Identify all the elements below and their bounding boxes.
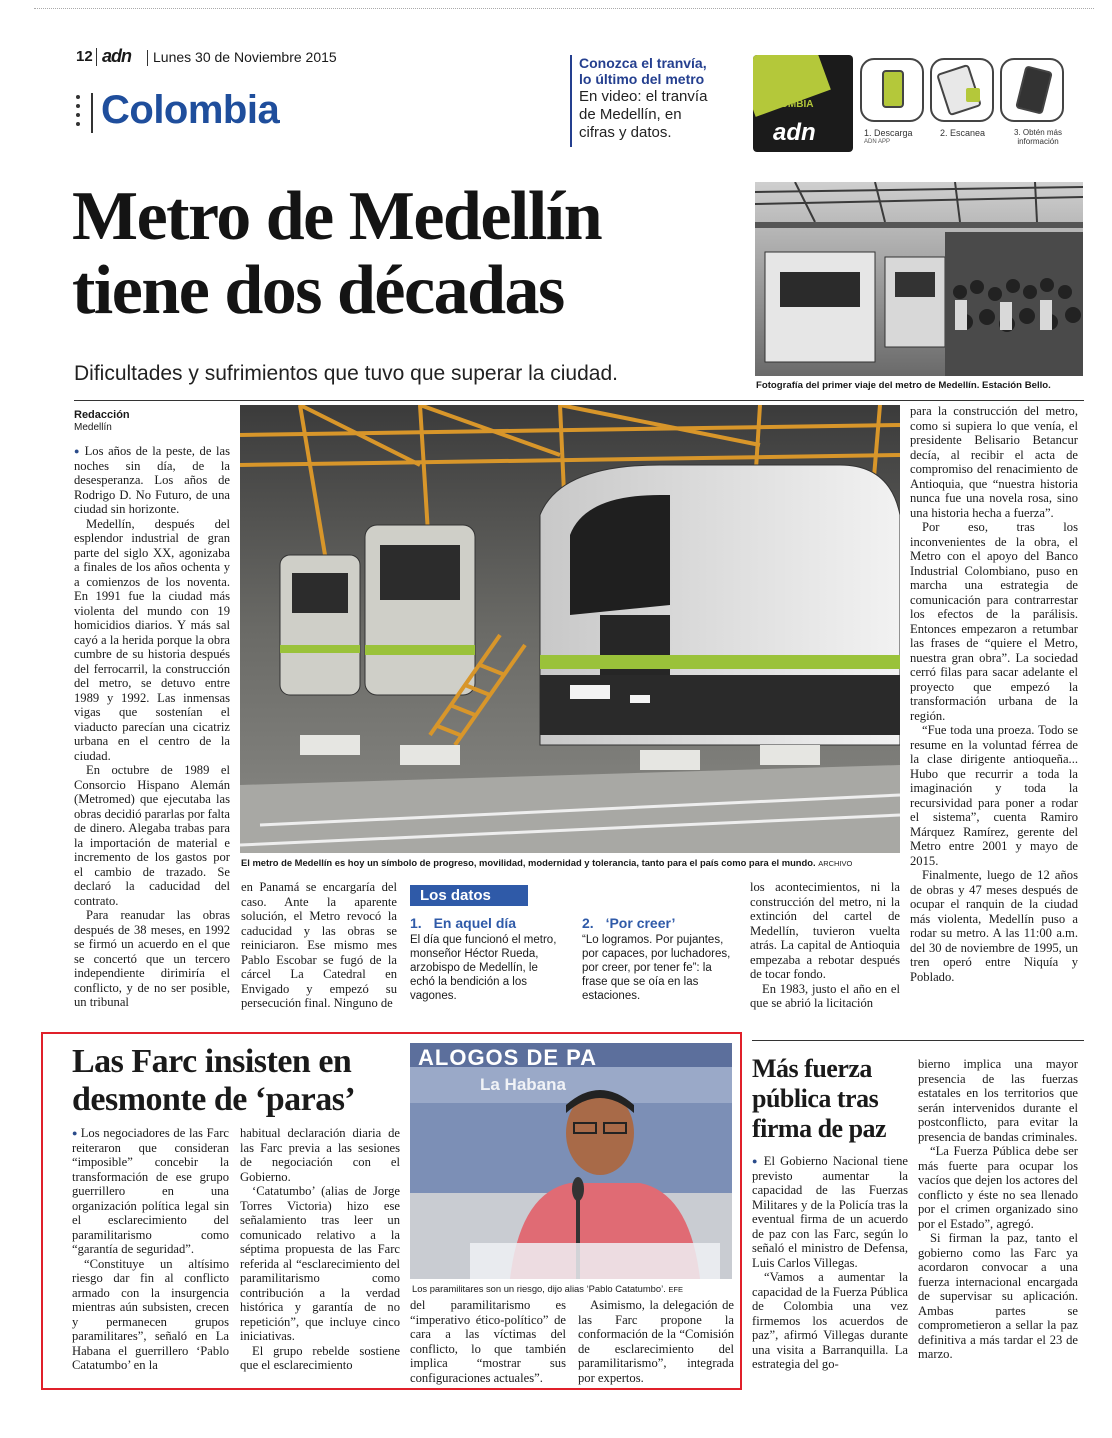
main-col-2 xyxy=(241,880,397,1011)
datos-item1-title: En aquel día xyxy=(433,915,517,931)
main-col1-p3: En octubre de 1989 el Consorcio Hispano Alemán (Metromed) que ejecutaba las obras decidió pararlas por falta de dinero. Alegaba trabas para la importación de material e incremento de los gastos por el cambio de trazado. Se declaró la caducidad del contrato. xyxy=(74,763,230,908)
datos-item1-num: 1. xyxy=(410,915,422,931)
main-col2-p1: en Panamá se encargaría del caso. Ante la aparente solución, el Metro revocó la caducidad y las obras se reiniciaron. Ese mismo mes Pablo Escobar se fugó de la cárcel La Catedral en Envigado y empezó su persecución final. Ninguno de xyxy=(241,880,397,1010)
byline: Redacción xyxy=(74,409,130,421)
farc-col3-p1: del paramilitarismo es “imperativo ético-político” de cara a las víctimas del conflicto, lo que también implica “mostrar sus configuraciones actuales”. xyxy=(410,1298,566,1385)
datos-item1-text: El día que funcionó el metro, monseñor Héctor Rueda, arzobispo de Medellín, le echó la bendición a los vagones. xyxy=(410,934,557,1002)
fuerza-col1-p1: ● El Gobierno Nacional tiene previsto aumentar la capacidad de las Fuerzas Militares y de la Policía tras la eventual firma de un acuerdo de paz con las Farc, según lo señaló el ministro de Defensa, Luis Carlos Villegas. xyxy=(752,1154,908,1270)
subhead-rule xyxy=(74,400,1084,401)
fuerza-top-rule xyxy=(752,1040,1084,1041)
main-col4-p3: “Fue toda una proeza. Todo se resume en la voluntad férrea de la clase dirigente antioqueña... Hubo que recurrir a toda la imaginación y toda la recursividad para poner a rodar el sistema”, cuenta Ramiro Márquez Ramírez, gerente del Metro entre 2001 y mayo de 2015. xyxy=(910,723,1078,868)
section-dots-icon xyxy=(76,95,80,129)
farc-col4-p1: Asimismo, la delegación de las Farc propone la conformación de la “Comisión de esclarecimiento del paramilitarismo”, integrada por expertos. xyxy=(578,1298,734,1385)
farc-col-4 xyxy=(578,1298,734,1385)
first-trip-caption: Fotografía del primer viaje del metro de Medellín. Estación Bello. xyxy=(756,380,1051,391)
catatumbo-caption xyxy=(412,1283,734,1296)
metro-photo-caption xyxy=(241,857,901,870)
farc-col-2 xyxy=(240,1126,400,1373)
fuerza-col2-p1: bierno implica una mayor presencia de las fuerzas estatales en los territorios que serán intervenidos durante el postconflicto, para evitar la presencia de bandas criminales. xyxy=(918,1057,1078,1144)
main-col1-p2: Medellín, después del esplendor industrial de gran parte del siglo XX, agonizaba a finales de los años ochenta y a comienzos de los noventa. En 1991 fue la ciudad más violenta del mundo con 19 homicidios diarios. Y más sal cayó a la herida porque la obra cumbre de su historia después del ferrocarril, la construcción del metro, se detuvo entre 1989 y 1992. Las inmensas vigas que sostenían el viaducto parecían una cicatriz urbana en el centro de la ciudad. xyxy=(74,516,230,763)
app-note: ADN APP xyxy=(864,139,891,145)
step-scan: 2. Escanea xyxy=(940,128,986,138)
promo-title-line1: Conozca el tranvía, xyxy=(579,55,707,71)
fuerza-col-1 xyxy=(752,1154,908,1372)
catatumbo-photo xyxy=(410,1043,732,1279)
section-title: Colombia xyxy=(101,88,280,132)
promo-bar xyxy=(570,55,572,147)
fuerza-headline-line2: pública tras xyxy=(752,1084,879,1113)
main-col1-p4: Para reanudar las obras después de 38 meses, en 1992 se firmó un acuerdo en el que se concertó que un tercero independiente dirimiría el conflicto, y de no ser posible, un tribunal xyxy=(74,908,230,1009)
datos-title: Los datos xyxy=(410,885,528,906)
main-col1-p1: ● Los años de la peste, de las noches sin día, de la desesperanza. Los años de Rodrigo D. No Futuro, de una ciudad sin horizonte. xyxy=(74,444,230,517)
section-bar xyxy=(91,93,93,133)
farc-col1-p2: “Constituye un altísimo riesgo dar fin al conflicto armado con la insurgencia mientras aún subsisten, crecen y permanecen grupos paramilitares”, señaló en La Habana el guerrillero ‘Pablo Catatumbo’ en la xyxy=(72,1256,229,1372)
fuerza-col1-p2: “Vamos a aumentar la capacidad de la Fuerza Pública de Colombia una vez firmemos los acuerdos de paz”, afirmó Villegas durante una visita a Barranquilla. La estrategia del go- xyxy=(752,1270,908,1371)
fuerza-headline-line1: Más fuerza xyxy=(752,1054,872,1083)
farc-col2-p1: habitual declaración diaria de las Farc previa a las sesiones de negociación con el Gobierno. xyxy=(240,1126,400,1184)
main-col-4 xyxy=(910,404,1078,984)
header-divider-2 xyxy=(147,50,148,66)
promo-body-line2: de Medellín, en xyxy=(579,106,682,123)
promo-title-line2: lo último del metro xyxy=(579,71,705,87)
download-phone-icon xyxy=(860,58,924,122)
main-col4-p4: Finalmente, luego de 12 años de obras y 47 meses después de ocupar el ranquin de la ciudad más violenta, Medellín puso a rodar su metro. A las 11:00 a.m. del 30 de noviembre de 1995, un tren operó entre Niquía y Poblado. xyxy=(910,868,1078,984)
main-col4-p1: para la construcción del metro, como si supiera lo que venía, el presidente Belisario Betancur decía, al recibir el acta de compromiso del renacimiento de Antioquia, que “nuestra historia nunca fue una novela rosa, sino una historia hecha a fuerza”. xyxy=(910,404,1078,520)
step-info: 3. Obtén más información xyxy=(1013,128,1063,146)
dateline: Medellín xyxy=(74,422,112,433)
farc-col2-p3: El grupo rebelde sostiene que el esclarecimiento xyxy=(240,1343,400,1372)
first-trip-photo xyxy=(755,182,1083,376)
datos-item2-text: “Lo logramos. Por pujantes, por capaces, por luchadores, por creer, por tener fe”: la frase que se oía en las estaciones. xyxy=(582,934,731,1002)
datos-item2-num: 2. xyxy=(582,915,594,931)
datos-item2-title: ‘Por creer’ xyxy=(605,915,676,931)
main-headline xyxy=(72,180,601,328)
fuerza-col2-p2: “La Fuerza Pública debe ser más fuerte para ocupar los vacíos que dejen los actores del conflicto y éste no sea llenado por el crimen organizado sino por el Estado”, agregó. xyxy=(918,1144,1078,1231)
farc-col-1 xyxy=(72,1126,229,1373)
metro-trains-photo xyxy=(240,405,900,853)
fuerza-col-2 xyxy=(918,1057,1078,1362)
photo-banner-text: ALOGOS DE PA xyxy=(418,1045,598,1070)
main-col4-p2: Por eso, tras los inconvenientes de la obra, el Metro con el apoyo del Banco Industrial Colombiano, puso en marcha una estrategia de comunicación para contrarrestar los efectos de la parálisis. Entonces empezaron a retumbar las frases de “quiere el Metro, nuestra gran obra”. La sociedad cerró filas para sacar adelante el proyecto que empezó la transformación urbana de la región. xyxy=(910,520,1078,723)
catatumbo-caption-text: Los paramilitares son un riesgo, dijo alias ‘Pablo Catatumbo’. xyxy=(412,1283,666,1294)
farc-headline-line1: Las Farc insisten en xyxy=(72,1043,352,1080)
main-headline-line2: tiene dos décadas xyxy=(72,252,564,329)
catatumbo-photo-credit: EFE xyxy=(668,1285,683,1294)
step-download: 1. Descarga xyxy=(864,128,913,138)
promo-body xyxy=(579,88,707,142)
farc-headline xyxy=(72,1043,355,1119)
farc-col-3 xyxy=(410,1298,566,1385)
photo-banner-location: La Habana xyxy=(480,1075,566,1094)
header-divider xyxy=(96,48,97,66)
datos-item-2 xyxy=(582,915,740,1003)
brand-logo: adn xyxy=(102,46,132,66)
farc-col2-p2: ‘Catatumbo’ (alias de Jorge Torres Victoria) hizo ese señalamiento tras leer un comunicado relativo a la séptima propuesta de las Farc referida al “esclarecimiento del paramilitarismo como contribución a la verdad histórica y garantía de no repetición”, que incluye cinco iniciativas. xyxy=(240,1184,400,1343)
main-col3-p1: los acontecimientos, ni la construcción del metro, ni la extinción del cartel de Medellín, tuvieron vuelta atrás. La capital de Antioquia empezaba a rebotar después de tocar fondo. xyxy=(750,880,900,981)
promo-body-line3: cifras y datos. xyxy=(579,124,672,141)
info-phone-icon xyxy=(1000,58,1064,122)
badge-country: COLOMBIA xyxy=(759,99,814,110)
farc-col1-p1: ● Los negociadores de las Farc reiteraron que consideran “imposible” concebir la transformación de ese grupo guerrillero en una organización política legal sin el esclarecimiento del paramilitarismo como “garantía de seguridad”. xyxy=(72,1126,229,1257)
fuerza-headline xyxy=(752,1054,886,1144)
promo-body-line1: En video: el tranvía xyxy=(579,88,708,105)
page-number: 12 xyxy=(76,48,93,65)
metro-photo-caption-text: El metro de Medellín es hoy un símbolo de progreso, movilidad, modernidad y tolerancia, tanto para el país como para el mundo. xyxy=(241,857,816,868)
metro-photo-credit: ARCHIVO xyxy=(818,859,853,868)
fuerza-headline-line3: firma de paz xyxy=(752,1114,887,1143)
issue-date: Lunes 30 de Noviembre 2015 xyxy=(153,49,337,65)
main-col3-p2: En 1983, justo el año en el que se abrió la licitación xyxy=(750,981,900,1010)
fuerza-col2-p3: Si firman la paz, tanto el gobierno como las Farc ya acordaron convocar a una fuerza internacional encargada de supervisar su aplicación. Ambas partes se comprometieron a sellar la paz definitiva a más tardar el 23 de marzo. xyxy=(918,1231,1078,1361)
main-col-3 xyxy=(750,880,900,1011)
datos-item-1 xyxy=(410,915,565,1003)
main-subhead: Dificultades y sufrimientos que tuvo que superar la ciudad. xyxy=(74,362,618,385)
farc-headline-line2: desmonte de ‘paras’ xyxy=(72,1081,356,1118)
datos-box xyxy=(410,885,740,1002)
main-headline-line1: Metro de Medellín xyxy=(72,178,602,255)
adn-app-badge[interactable] xyxy=(753,55,853,152)
badge-brand: adn xyxy=(773,119,816,146)
main-col-1 xyxy=(74,444,230,1010)
promo-title xyxy=(579,55,707,87)
scan-phone-icon xyxy=(930,58,994,122)
top-border xyxy=(34,8,1094,9)
